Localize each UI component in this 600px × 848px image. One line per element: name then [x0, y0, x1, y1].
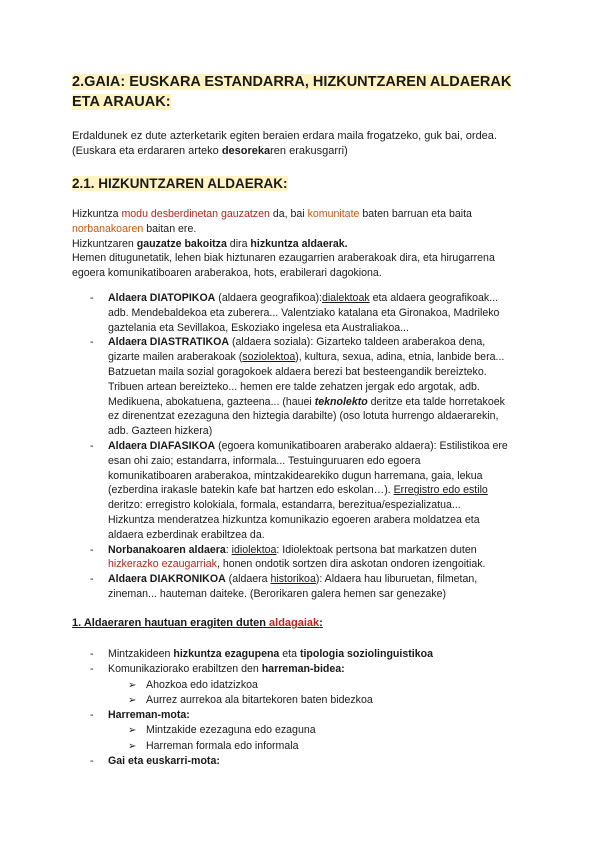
item-line — [108, 572, 542, 587]
item-line: aldaera ezberdinak erabiltzea da. — [108, 528, 265, 541]
bold-text: hizkuntza aldaerak. — [250, 237, 348, 250]
text: Medikuena, abokatuena, gazteena... (hauei — [108, 395, 315, 408]
list-item-relationship — [72, 708, 542, 754]
heading-red-text: aldagaiak — [269, 617, 320, 629]
dash-bullet: - — [90, 336, 94, 349]
text: eta aldaera geografikoak... — [369, 292, 499, 304]
text: : Idiolektoak pertsona bat markatzen duten — [276, 543, 477, 556]
item-line — [108, 291, 542, 306]
item-line: esan ohi zaio; estandarra, informala... Testuinguruaren edo egoera — [108, 454, 421, 467]
bold-text: tipologia soziolinguistikoa — [299, 648, 433, 660]
item-line: Batzuetan maila sozial goragokoek aldaera berezi bat besteengandik bereizteko. — [108, 365, 487, 378]
bold-text: Norbanakoaren aldaera — [108, 543, 226, 556]
item-line: Gai eta euskarri-mota: — [108, 755, 220, 768]
list-item-topic — [72, 754, 542, 769]
list-item-individual — [72, 543, 542, 573]
underlined-text: historikoa — [270, 573, 316, 586]
dash-bullet: - — [90, 543, 94, 556]
text: gizarte mailen araberakoak ( — [108, 351, 243, 364]
dash-bullet: - — [90, 573, 94, 586]
intro-text: (Euskara eta erdararen arteko — [72, 145, 222, 157]
variants-list — [72, 291, 542, 602]
text: (egoera komunikatiboaren araberako aldaera): Estilistikoa ere — [215, 439, 508, 452]
bold-italic-text: teknolekto — [314, 395, 368, 408]
text: (ezberdina irakasle batekin kafe bat hartzen edo eskolan…). — [108, 484, 394, 497]
bold-text: hizkuntza ezagupena — [173, 648, 280, 660]
orange-text: norbanakoaren — [72, 222, 144, 235]
arrow-bullet-icon: ➢ — [128, 740, 137, 752]
underlined-text: dialektoak — [321, 292, 370, 304]
dash-bullet: - — [90, 439, 94, 452]
section-heading-2-1 — [72, 176, 288, 191]
text: Ahozkoa edo idatzizkoa — [146, 678, 258, 691]
underlined-text: soziolektoa — [242, 351, 296, 364]
dash-bullet: - — [90, 292, 94, 304]
intro-bold-word: desoreka — [221, 145, 271, 157]
section-2-1-paragraph — [72, 207, 495, 281]
dash-bullet: - — [90, 709, 94, 722]
list-item-diaphasic — [72, 439, 542, 543]
sub-list-item — [72, 723, 542, 738]
item-line: deritzo: erregistro kolokiala, formala, estandarra, berezitua/espezializatua... — [108, 499, 461, 512]
list-item-diastratic — [72, 335, 542, 439]
item-line: Hizkuntza menderatzea hizkuntza komunikazio egoeren arabera moldatzea eta — [108, 513, 480, 526]
list-item-diatopic — [72, 291, 542, 335]
list-item-diachronic — [72, 572, 542, 602]
text: : — [225, 543, 232, 556]
text: ), kultura, sexua, adina, etnia, lanbide bera... — [295, 351, 505, 364]
item-line — [108, 647, 542, 662]
text: Harreman formala edo informala — [146, 739, 299, 752]
text: dira — [226, 237, 251, 250]
text: baten barruan eta baita — [359, 208, 472, 220]
arrow-bullet-icon: ➢ — [128, 725, 137, 737]
item-line: adb. Mendebaldekoa eta zuberera... Valentziako katalana eta Gironakoa, Madrileko — [108, 306, 500, 319]
factors-list — [72, 647, 542, 769]
item-line: zineman... hauteman daiteke. (Berorikaren galera hemen sar genezake) — [108, 587, 447, 600]
item-line — [108, 483, 542, 498]
bold-text: Aldaera DIAFASIKOA — [108, 439, 216, 452]
text: deritze eta talde horretakoek — [367, 395, 505, 408]
text: Mintzakide ezezaguna edo ezaguna — [146, 724, 316, 737]
page-title — [72, 72, 532, 112]
para-line — [72, 222, 495, 237]
page-title-text: 2.GAIA: EUSKARA ESTANDARRA, HIZKUNTZAREN ALDAERAK ETA ARAUAK: — [72, 74, 512, 110]
sub-list — [108, 678, 542, 709]
para-line: egoera komunikatiboaren araberakoa, hots, erabilerari dagokiona. — [72, 267, 382, 280]
arrow-bullet-icon: ➢ — [128, 694, 137, 706]
dash-bullet: - — [90, 663, 94, 676]
text: ): Aldaera hau liburuetan, filmetan, — [315, 573, 478, 586]
text: Komunikaziorako erabiltzen den — [108, 663, 262, 676]
text: Hizkuntzaren — [72, 237, 137, 250]
sub-list-item — [72, 678, 542, 693]
list-item-channel — [72, 662, 542, 708]
item-line: komunikatiboaren araberakoa, mintzakidearekiko dugun harremana, gaia, lekua — [108, 469, 483, 482]
text: eta — [279, 648, 300, 660]
item-line — [108, 335, 542, 350]
intro-text-end: ren erakusgarri) — [270, 145, 348, 157]
underlined-text: idiolektoa — [231, 543, 277, 556]
item-line: ez direnentzat ezezaguna den hiztegia darabilte) (oso lotuta hurrengo aldaerarekin, — [108, 410, 499, 423]
text: (aldaera soziala): Gizarteko taldeen araberakoa dena, — [229, 336, 486, 349]
item-line: gaztelania eta Sevillakoa, Eskoziako ingelesa eta Australiakoa... — [108, 321, 409, 334]
item-line — [108, 543, 542, 558]
section-heading-1 — [72, 617, 323, 629]
bold-text: gauzatze bakoitza — [136, 237, 227, 250]
para-line: Hemen ditugunetatik, lehen biak hiztunaren ezaugarrien araberakoak dira, eta hirugarrena — [72, 252, 495, 265]
text: baitan ere. — [143, 222, 197, 235]
text: (aldaera geografikoa): — [215, 292, 322, 304]
item-line: adb. Gazteen hizkera) — [108, 425, 213, 438]
item-line — [108, 557, 542, 572]
dash-bullet: - — [90, 648, 94, 660]
item-line: Tribuen artean bereizteko... hemen ere talde zehatzen jergak edo argotak, adb. — [108, 380, 480, 393]
text: (aldaera — [225, 573, 271, 586]
item-line — [108, 439, 542, 454]
dash-bullet: - — [90, 755, 94, 768]
text: Aurrez aurrekoa ala bitartekoren baten bidezkoa — [146, 693, 373, 706]
bold-text: Aldaera DIATOPIKOA — [108, 292, 216, 304]
item-line — [108, 350, 542, 365]
para-line — [72, 207, 495, 222]
text: Mintzakideen — [108, 648, 174, 660]
item-line: Harreman-mota: — [108, 709, 190, 722]
red-text: modu desberdinetan gauzatzen — [121, 208, 270, 220]
para-line — [72, 237, 495, 252]
heading-text: 1. Aldaeraren hautuan eragiten duten — [72, 617, 270, 629]
red-text: hizkerazko ezaugarriak — [108, 558, 217, 571]
arrow-bullet-icon: ➢ — [128, 679, 137, 691]
text: , honen ondotik sortzen dira askotan ondoren izengoitiak. — [216, 558, 486, 571]
section-heading-2-1-text: 2.1. HIZKUNTZAREN ALDAERAK: — [72, 176, 288, 191]
sub-list — [108, 723, 542, 754]
sub-list-item — [72, 693, 542, 708]
bold-text: Aldaera DIASTRATIKOA — [108, 336, 230, 349]
sub-list-item — [72, 739, 542, 754]
bold-text: Aldaera DIAKRONIKOA — [108, 573, 226, 586]
orange-text: komunitate — [307, 208, 360, 220]
intro-line-1: Erdaldunek ez dute azterketarik egiten beraien erdara maila frogatzeko, guk bai, ordea. — [72, 130, 497, 142]
heading-colon: : — [319, 617, 323, 629]
bold-text: harreman-bidea: — [261, 663, 345, 676]
underlined-text: Erregistro edo estilo — [393, 484, 488, 497]
item-line — [108, 662, 542, 677]
list-item-knowledge — [72, 647, 542, 662]
item-line — [108, 395, 542, 410]
text: Hizkuntza — [72, 208, 122, 220]
text: da, bai — [269, 208, 308, 220]
intro-line-2 — [72, 144, 348, 158]
